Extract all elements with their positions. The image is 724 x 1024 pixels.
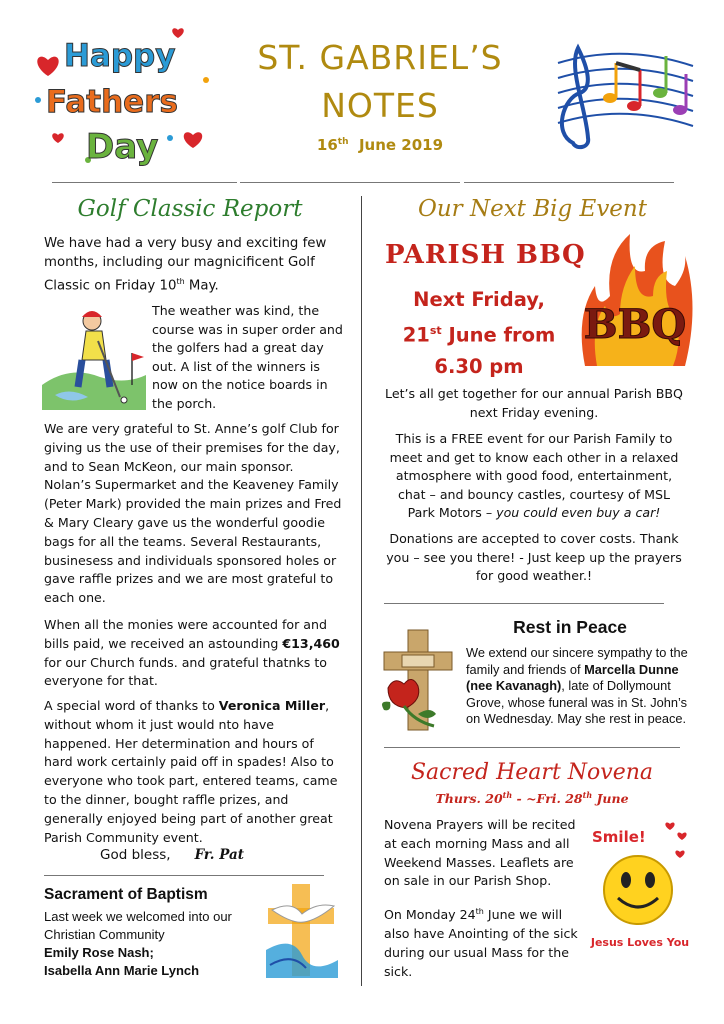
rest-in-peace-text: We extend our sincere sympathy to the family and friends of Marcella Dunne (nee Kavanagh), late of Dollymount Grove, whose funeral was in St. John’s on Wednesday. May she rest in peace. (466, 645, 688, 727)
baptism-dove-cross-icon (262, 880, 342, 980)
golf-funds-paragraph: When all the monies were accounted for and bills paid, we received an astounding €13,460 for our Church funds. and grateful thatnks to everyone for that. (44, 617, 340, 689)
golfer-illustration (40, 305, 148, 410)
bbq-date-time: Next Friday, 21st June from 6.30 pm (402, 288, 556, 378)
bbq-details-paragraph: This is a FREE event for our Parish Family to meet and get to know each other in a relaxed atmosphere with good food, entertainment, chat – and bouncy castles, courtesy of MSL Park Motors – you could even buy a car! (389, 431, 679, 521)
logo-fathers: Fathers (46, 84, 178, 120)
sacred-heart-novena-heading: Sacred Heart Novena (410, 760, 654, 785)
smiley-top-text: Smile! (592, 828, 646, 846)
next-event-heading: Our Next Big Event (418, 196, 647, 222)
heart-icon (52, 133, 64, 143)
header-divider (52, 182, 237, 183)
rest-in-peace-heading: Rest in Peace (513, 617, 627, 637)
parish-bbq-title: PARISH BBQ (385, 240, 586, 270)
section-divider (44, 875, 324, 876)
baptism-heading: Sacrament of Baptism (44, 886, 208, 903)
baptism-text: Last week we welcomed into our Christian Community Emily Rose Nash; Isabella Ann Marie Lynch (44, 908, 264, 980)
signature: Fr. Pat (194, 847, 244, 863)
heart-icon (172, 28, 184, 38)
anointing-paragraph: On Monday 24th June we will also have Anointing of the sick during our usual Mass for the sick. (384, 907, 578, 979)
baptism-name: Emily Rose Nash; (44, 945, 154, 960)
heart-icon (37, 57, 58, 76)
music-notes-icon (548, 38, 698, 158)
novena-prayers-paragraph: Novena Prayers will be recited at each morning Mass and all Weekend Masses. Leaflets are on sale in our Parish Shop. (384, 817, 576, 889)
golf-classic-heading: Golf Classic Report (77, 196, 303, 222)
golf-intro-paragraph: We have had a very busy and exciting few months, including our magnicificent Golf Classic on Friday 10th May. (44, 236, 327, 294)
header-divider (240, 182, 460, 183)
newsletter-title-line1: ST. GABRIEL’S (257, 38, 503, 77)
heart-icon (184, 132, 202, 148)
bbq-logo-text: BBQ (583, 301, 687, 348)
novena-dates: Thurs. 20th - ~Fri. 28th June (435, 790, 629, 807)
bbq-flames-logo (575, 226, 695, 376)
bbq-intro-paragraph: Let’s all get together for our annual Parish BBQ next Friday evening. (385, 386, 683, 420)
signoff: God bless, Fr. Pat (100, 847, 244, 863)
section-divider (384, 747, 680, 748)
issue-date: 16th June 2019 (316, 136, 444, 154)
logo-day: Day (86, 127, 159, 167)
golf-weather-paragraph: The weather was kind, the course was in super order and the golfers had a great day out. A list of the winners is now on the notice boards in the porch. (152, 303, 343, 411)
happy-fathers-day-logo (28, 20, 214, 170)
rip-cross-rose-icon (374, 626, 462, 734)
logo-happy: Happy (64, 38, 176, 74)
column-divider (361, 196, 362, 986)
section-divider (384, 603, 664, 604)
smiley-jesus-loves-you-icon (588, 818, 692, 958)
newsletter-title-line2: NOTES (321, 86, 439, 125)
golf-special-thanks-paragraph: A special word of thanks to Veronica Miller, without whom it just would nto have happened. Her determination and hours of hard work certainly paid off in spades! Also to everyone who took part, entered teams, came to the dinner, bought raffle prizes, and generally enjoyed being part of another great Parish Community event. (44, 698, 338, 845)
header-divider (464, 182, 674, 183)
baptism-name: Isabella Ann Marie Lynch (44, 963, 200, 978)
bbq-donations-paragraph: Donations are accepted to cover costs. Thank you – see you there! - Just keep up the prayers for good weather.! (386, 531, 682, 584)
smiley-bottom-text: Jesus Loves You (590, 936, 690, 949)
golf-thanks-paragraph: We are very grateful to St. Anne’s golf Club for giving us the use of their premises for the day, and to Sean McKeon, our main sponsor. Nolan’s Supermarket and the Keaveney Family (Peter Mark) provided the main prizes and Fred & Mary Cleary gave us the wonderful goodie bags for all the teams. Several Restaurants, businesess and individuals sponsored holes or gave raffle prizes and we are most grateful to each one. (44, 421, 342, 606)
